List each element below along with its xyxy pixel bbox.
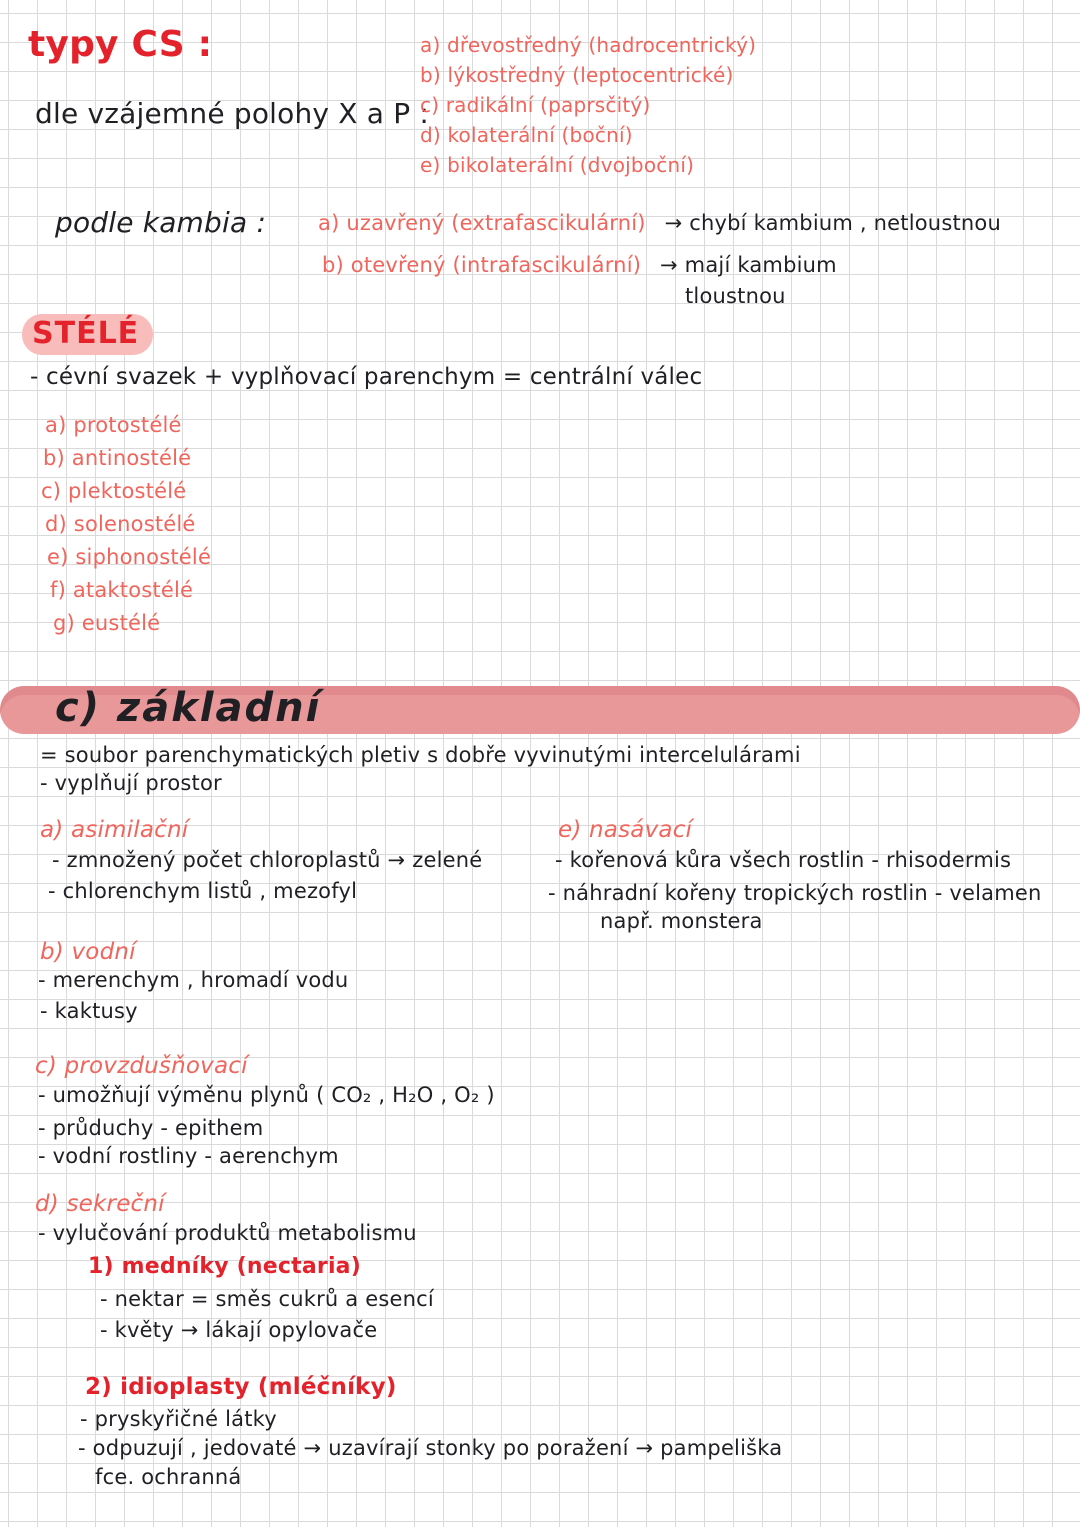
stele-title: STÉLÉ xyxy=(32,316,140,351)
mednik-heading: 1) medníky (nectaria) xyxy=(88,1254,361,1279)
kambium-row-b xyxy=(322,252,837,278)
kambium-row-b-term: b) otevřený (intrafascikulární) xyxy=(322,253,642,277)
kambium-row-b-note: → mají kambium xyxy=(660,253,837,277)
vodni-heading: b) vodní xyxy=(40,939,136,965)
stele-item: d) solenostélé xyxy=(45,512,196,536)
asimilacni-bullet: - zmnožený počet chloroplastů → zelené xyxy=(52,848,483,872)
idioplasty-bullet: - pryskyřičné látky xyxy=(80,1407,277,1431)
vodni-bullet: - kaktusy xyxy=(40,999,138,1023)
provzdusnovaci-bullet: - vodní rostliny - aerenchym xyxy=(38,1144,339,1168)
stele-summary: - cévní svazek + vyplňovací parenchym = centrální válec xyxy=(30,364,703,390)
idioplasty-heading: 2) idioplasty (mléčníky) xyxy=(85,1374,397,1400)
stele-item: f) ataktostélé xyxy=(50,578,194,602)
stele-item: g) eustélé xyxy=(53,611,161,635)
kambium-row-a xyxy=(318,210,1001,236)
stele-item: b) antinostélé xyxy=(43,446,192,470)
nasavaci-example: např. monstera xyxy=(600,909,763,933)
stele-highlight xyxy=(22,314,153,355)
sekrecni-heading: d) sekreční xyxy=(35,1191,165,1217)
zakladni-note: - vyplňují prostor xyxy=(40,771,222,795)
kambium-row-b-cont: tloustnou xyxy=(685,284,786,308)
provzdusnovaci-bullet: - umožňují výměnu plynů ( CO₂ , H₂O , O₂ ) xyxy=(38,1083,495,1107)
stele-item: c) plektostélé xyxy=(41,479,187,503)
list-item: e) bikolaterální (dvojboční) xyxy=(420,153,695,177)
asimilacni-heading: a) asimilační xyxy=(40,817,189,843)
kambium-row-a-note: → chybí kambium , netloustnou xyxy=(664,211,1001,235)
kambium-row-a-term: a) uzavřený (extrafascikulární) xyxy=(318,211,646,235)
mednik-bullet: - nektar = směs cukrů a esencí xyxy=(100,1287,434,1311)
nasavaci-bullet: - náhradní kořeny tropických rostlin - velamen xyxy=(548,881,1042,905)
nasavaci-heading: e) nasávací xyxy=(558,817,693,843)
vodni-bullet: - merenchym , hromadí vodu xyxy=(38,968,349,992)
asimilacni-bullet: - chlorenchym listů , mezofyl xyxy=(48,879,358,903)
zakladni-definition: = soubor parenchymatických pletiv s dobře vyvinutými intercelulárami xyxy=(40,743,801,767)
zakladni-heading: c) základní xyxy=(55,685,322,731)
sekrecni-bullet: - vylučování produktů metabolismu xyxy=(38,1221,417,1245)
nasavaci-bullet: - kořenová kůra všech rostlin - rhisodermis xyxy=(555,848,1012,872)
mednik-bullet: - květy → lákají opylovače xyxy=(100,1318,378,1342)
list-item: d) kolaterální (boční) xyxy=(420,123,633,147)
provzdusnovaci-heading: c) provzdušňovací xyxy=(35,1053,248,1079)
list-item: b) lýkostředný (leptocentrické) xyxy=(420,63,734,87)
list-item: c) radikální (paprsčitý) xyxy=(420,93,651,117)
position-subtitle: dle vzájemné polohy X a P : xyxy=(35,97,430,130)
provzdusnovaci-bullet: - průduchy - epithem xyxy=(38,1116,264,1140)
idioplasty-bullet: - odpuzují , jedovaté → uzavírají stonky po poražení → pampeliška xyxy=(78,1436,783,1460)
stele-item: e) siphonostélé xyxy=(47,545,212,569)
page-title: typy CS : xyxy=(28,24,213,65)
list-item: a) dřevostředný (hadrocentrický) xyxy=(420,33,757,57)
zakladni-banner xyxy=(0,686,1080,734)
stele-item: a) protostélé xyxy=(45,413,182,437)
kambium-heading: podle kambia : xyxy=(55,206,267,239)
idioplasty-function: fce. ochranná xyxy=(95,1465,242,1489)
